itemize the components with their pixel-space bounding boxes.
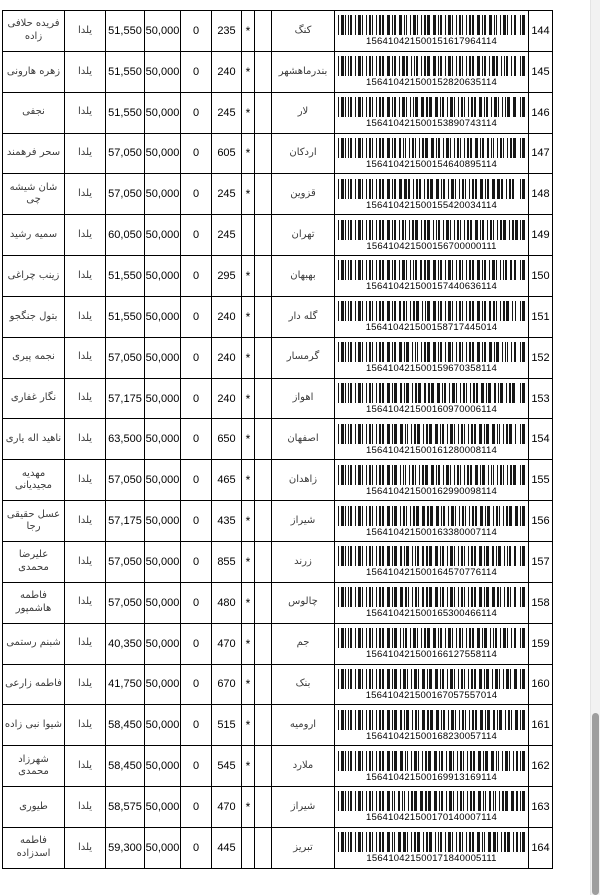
- cell-amount: 40,350: [106, 623, 145, 664]
- barcode-number: 156410421500151617964114: [366, 36, 497, 48]
- cell-blank: [255, 541, 272, 582]
- cell-quantity: 245: [212, 215, 242, 256]
- cell-quantity: 245: [212, 174, 242, 215]
- cell-city: شیراز: [272, 501, 335, 542]
- cell-base-amount: 50,000: [145, 215, 181, 256]
- cell-zero: 0: [181, 705, 212, 746]
- barcode-image: [338, 669, 525, 689]
- cell-customer-name: بتول جنگجو: [3, 296, 65, 337]
- barcode-number: 156410421500163380007114: [366, 526, 497, 538]
- cell-quantity: 670: [212, 664, 242, 705]
- cell-amount: 57,175: [106, 501, 145, 542]
- barcode-number: 156410421500169913169114: [366, 771, 497, 783]
- cell-blank: [255, 623, 272, 664]
- cell-blank: [255, 133, 272, 174]
- cell-type: یلدا: [65, 623, 106, 664]
- cell-type: یلدا: [65, 787, 106, 828]
- barcode-image: [338, 138, 525, 158]
- cell-amount: 58,575: [106, 787, 145, 828]
- cell-amount: 41,750: [106, 664, 145, 705]
- cell-city: گرمسار: [272, 337, 335, 378]
- cell-zero: 0: [181, 51, 212, 92]
- cell-base-amount: 50,000: [145, 92, 181, 133]
- cell-city: ارومیه: [272, 705, 335, 746]
- cell-quantity: 435: [212, 501, 242, 542]
- cell-star-flag: *: [242, 664, 255, 705]
- cell-type: یلدا: [65, 705, 106, 746]
- cell-barcode: [335, 174, 529, 215]
- cell-star-flag: *: [242, 92, 255, 133]
- cell-zero: 0: [181, 256, 212, 297]
- cell-star-flag: *: [242, 419, 255, 460]
- cell-zero: 0: [181, 582, 212, 623]
- cell-customer-name: طیوری: [3, 787, 65, 828]
- cell-barcode: [335, 378, 529, 419]
- table-row: [3, 582, 553, 623]
- barcode-image: [338, 710, 525, 730]
- cell-row-number: 153: [529, 378, 553, 419]
- cell-zero: 0: [181, 215, 212, 256]
- cell-quantity: 465: [212, 460, 242, 501]
- cell-barcode: [335, 460, 529, 501]
- barcode-image: [338, 56, 525, 76]
- cell-zero: 0: [181, 827, 212, 868]
- barcode-number: 156410421500171840005111: [366, 853, 497, 865]
- cell-star-flag: *: [242, 541, 255, 582]
- cell-customer-name: زینب چراغی: [3, 256, 65, 297]
- cell-base-amount: 50,000: [145, 133, 181, 174]
- cell-amount: 57,050: [106, 174, 145, 215]
- table-row: [3, 174, 553, 215]
- barcode-number: 156410421500167057557014: [365, 689, 498, 701]
- table-row: [3, 460, 553, 501]
- cell-blank: [255, 705, 272, 746]
- cell-city: چالوس: [272, 582, 335, 623]
- cell-barcode: [335, 827, 529, 868]
- cell-quantity: 480: [212, 582, 242, 623]
- table-row: [3, 827, 553, 868]
- barcode-number: 156410421500158717445014: [365, 322, 498, 334]
- cell-row-number: 163: [529, 787, 553, 828]
- cell-city: قزوین: [272, 174, 335, 215]
- vertical-scrollbar-thumb[interactable]: [592, 713, 599, 895]
- cell-row-number: 154: [529, 419, 553, 460]
- cell-row-number: 157: [529, 541, 553, 582]
- cell-type: یلدا: [65, 92, 106, 133]
- cell-amount: 60,050: [106, 215, 145, 256]
- barcode-number: 156410421500170140007114: [366, 812, 497, 824]
- table-row: [3, 705, 553, 746]
- cell-blank: [255, 501, 272, 542]
- barcode-image: [338, 751, 525, 771]
- cell-city: بهبهان: [272, 256, 335, 297]
- cell-row-number: 158: [529, 582, 553, 623]
- cell-row-number: 162: [529, 746, 553, 787]
- cell-star-flag: *: [242, 256, 255, 297]
- cell-quantity: 240: [212, 51, 242, 92]
- cell-row-number: 150: [529, 256, 553, 297]
- cell-quantity: 515: [212, 705, 242, 746]
- table-row: [3, 256, 553, 297]
- cell-barcode: [335, 51, 529, 92]
- cell-city: کنگ: [272, 11, 335, 52]
- barcode-image: [338, 628, 525, 648]
- cell-barcode: [335, 92, 529, 133]
- cell-zero: 0: [181, 746, 212, 787]
- barcode-image: [338, 791, 525, 811]
- cell-amount: 51,550: [106, 256, 145, 297]
- barcode-image: [338, 465, 525, 485]
- cell-type: یلدا: [65, 174, 106, 215]
- cell-type: یلدا: [65, 296, 106, 337]
- cell-quantity: 470: [212, 787, 242, 828]
- cell-barcode: [335, 582, 529, 623]
- barcode-number: 156410421500154640895114: [366, 158, 497, 170]
- barcode-image: [338, 342, 525, 362]
- cell-star-flag: *: [242, 378, 255, 419]
- cell-city: اهواز: [272, 378, 335, 419]
- cell-star-flag: *: [242, 174, 255, 215]
- cell-base-amount: 50,000: [145, 378, 181, 419]
- cell-customer-name: فریده حلافی زاده: [3, 11, 65, 52]
- cell-blank: [255, 11, 272, 52]
- cell-customer-name: شیوا نبی زاده: [3, 705, 65, 746]
- cell-customer-name: شهرزاد محمدی: [3, 746, 65, 787]
- cell-zero: 0: [181, 460, 212, 501]
- cell-zero: 0: [181, 419, 212, 460]
- barcode-image: [338, 179, 525, 199]
- barcode-image: [338, 587, 525, 607]
- cell-city: لار: [272, 92, 335, 133]
- cell-type: یلدا: [65, 541, 106, 582]
- table-row: [3, 419, 553, 460]
- cell-star-flag: [242, 215, 255, 256]
- cell-quantity: 235: [212, 11, 242, 52]
- cell-type: یلدا: [65, 51, 106, 92]
- cell-star-flag: *: [242, 11, 255, 52]
- cell-amount: 57,050: [106, 337, 145, 378]
- cell-quantity: 650: [212, 419, 242, 460]
- cell-row-number: 151: [529, 296, 553, 337]
- barcode-number: 156410421500152820635114: [366, 77, 497, 89]
- cell-barcode: [335, 256, 529, 297]
- cell-zero: 0: [181, 623, 212, 664]
- barcode-number: 156410421500153890743114: [366, 118, 497, 130]
- barcode-number: 156410421500164570776114: [366, 567, 497, 579]
- table-row: [3, 215, 553, 256]
- cell-star-flag: *: [242, 460, 255, 501]
- cell-type: یلدا: [65, 256, 106, 297]
- table-row: [3, 378, 553, 419]
- cell-city: ملارد: [272, 746, 335, 787]
- cell-row-number: 144: [529, 11, 553, 52]
- cell-amount: 57,050: [106, 541, 145, 582]
- cell-zero: 0: [181, 174, 212, 215]
- cell-quantity: 240: [212, 378, 242, 419]
- cell-star-flag: *: [242, 133, 255, 174]
- cell-customer-name: سحر فرهمند: [3, 133, 65, 174]
- cell-amount: 57,050: [106, 133, 145, 174]
- cell-blank: [255, 378, 272, 419]
- cell-star-flag: *: [242, 51, 255, 92]
- cell-amount: 57,050: [106, 460, 145, 501]
- cell-type: یلدا: [65, 664, 106, 705]
- cell-amount: 58,450: [106, 746, 145, 787]
- table-row: [3, 133, 553, 174]
- cell-base-amount: 50,000: [145, 705, 181, 746]
- cell-amount: 63,500: [106, 419, 145, 460]
- cell-blank: [255, 337, 272, 378]
- cell-blank: [255, 174, 272, 215]
- cell-zero: 0: [181, 92, 212, 133]
- cell-quantity: 295: [212, 256, 242, 297]
- table-row: [3, 296, 553, 337]
- cell-blank: [255, 787, 272, 828]
- cell-base-amount: 50,000: [145, 664, 181, 705]
- cell-quantity: 545: [212, 746, 242, 787]
- cell-customer-name: علیرضا محمدی: [3, 541, 65, 582]
- cell-type: یلدا: [65, 378, 106, 419]
- cell-amount: 59,300: [106, 827, 145, 868]
- table-row: [3, 92, 553, 133]
- table-row: [3, 746, 553, 787]
- cell-amount: 58,450: [106, 705, 145, 746]
- table-row: [3, 623, 553, 664]
- cell-customer-name: مهدیه مجیدیانی: [3, 460, 65, 501]
- cell-row-number: 147: [529, 133, 553, 174]
- cell-row-number: 145: [529, 51, 553, 92]
- cell-star-flag: *: [242, 787, 255, 828]
- vertical-scrollbar-track[interactable]: [590, 0, 600, 895]
- cell-zero: 0: [181, 541, 212, 582]
- cell-base-amount: 50,000: [145, 787, 181, 828]
- cell-type: یلدا: [65, 11, 106, 52]
- cell-base-amount: 50,000: [145, 746, 181, 787]
- cell-barcode: [335, 705, 529, 746]
- cell-base-amount: 50,000: [145, 460, 181, 501]
- cell-city: تبریز: [272, 827, 335, 868]
- barcode-image: [338, 301, 525, 321]
- cell-type: یلدا: [65, 460, 106, 501]
- cell-customer-name: فاطمه زارعی: [3, 664, 65, 705]
- table-body: [3, 11, 553, 869]
- cell-row-number: 155: [529, 460, 553, 501]
- cell-base-amount: 50,000: [145, 296, 181, 337]
- barcode-image: [338, 97, 525, 117]
- cell-barcode: [335, 337, 529, 378]
- cell-type: یلدا: [65, 133, 106, 174]
- cell-base-amount: 50,000: [145, 419, 181, 460]
- cell-city: اردکان: [272, 133, 335, 174]
- cell-blank: [255, 92, 272, 133]
- cell-quantity: 605: [212, 133, 242, 174]
- barcode-image: [338, 383, 525, 403]
- cell-city: بنک: [272, 664, 335, 705]
- cell-base-amount: 50,000: [145, 623, 181, 664]
- cell-city: گله دار: [272, 296, 335, 337]
- cell-amount: 51,550: [106, 11, 145, 52]
- cell-base-amount: 50,000: [145, 51, 181, 92]
- table-row: [3, 787, 553, 828]
- cell-blank: [255, 664, 272, 705]
- cell-row-number: 146: [529, 92, 553, 133]
- cell-customer-name: سمیه رشید: [3, 215, 65, 256]
- cell-barcode: [335, 664, 529, 705]
- cell-customer-name: ناهید اله یاری: [3, 419, 65, 460]
- cell-type: یلدا: [65, 215, 106, 256]
- cell-base-amount: 50,000: [145, 337, 181, 378]
- cell-row-number: 161: [529, 705, 553, 746]
- barcode-image: [338, 832, 525, 852]
- table-row: [3, 664, 553, 705]
- cell-customer-name: فاطمه اسدزاده: [3, 827, 65, 868]
- cell-city: تهران: [272, 215, 335, 256]
- cell-row-number: 152: [529, 337, 553, 378]
- cell-quantity: 240: [212, 296, 242, 337]
- barcode-number: 156410421500160970006114: [366, 404, 497, 416]
- cell-star-flag: *: [242, 337, 255, 378]
- cell-customer-name: فاطمه هاشمپور: [3, 582, 65, 623]
- cell-type: یلدا: [65, 746, 106, 787]
- table-row: [3, 11, 553, 52]
- cell-quantity: 445: [212, 827, 242, 868]
- cell-barcode: [335, 501, 529, 542]
- cell-base-amount: 50,000: [145, 256, 181, 297]
- cell-star-flag: *: [242, 582, 255, 623]
- cell-blank: [255, 215, 272, 256]
- cell-city: اصفهان: [272, 419, 335, 460]
- cell-base-amount: 50,000: [145, 174, 181, 215]
- cell-base-amount: 50,000: [145, 11, 181, 52]
- cell-blank: [255, 419, 272, 460]
- cell-blank: [255, 827, 272, 868]
- barcode-number: 156410421500165300466114: [366, 608, 497, 620]
- cell-type: یلدا: [65, 827, 106, 868]
- cell-zero: 0: [181, 378, 212, 419]
- barcode-number: 156410421500166127558114: [366, 649, 497, 661]
- cell-type: یلدا: [65, 501, 106, 542]
- records-table: [2, 10, 553, 869]
- report-table-container: [2, 10, 553, 869]
- cell-barcode: [335, 746, 529, 787]
- cell-zero: 0: [181, 133, 212, 174]
- cell-star-flag: *: [242, 746, 255, 787]
- cell-customer-name: عسل حقیقی رجا: [3, 501, 65, 542]
- cell-zero: 0: [181, 296, 212, 337]
- cell-city: شیراز: [272, 787, 335, 828]
- cell-star-flag: *: [242, 501, 255, 542]
- cell-blank: [255, 582, 272, 623]
- cell-star-flag: *: [242, 705, 255, 746]
- cell-row-number: 164: [529, 827, 553, 868]
- barcode-number: 156410421500156700000111: [366, 240, 497, 252]
- cell-amount: 51,550: [106, 296, 145, 337]
- cell-zero: 0: [181, 501, 212, 542]
- cell-zero: 0: [181, 664, 212, 705]
- cell-quantity: 855: [212, 541, 242, 582]
- cell-base-amount: 50,000: [145, 541, 181, 582]
- cell-type: یلدا: [65, 337, 106, 378]
- cell-quantity: 470: [212, 623, 242, 664]
- cell-row-number: 159: [529, 623, 553, 664]
- table-row: [3, 501, 553, 542]
- cell-city: جم: [272, 623, 335, 664]
- cell-base-amount: 50,000: [145, 582, 181, 623]
- cell-city: زرند: [272, 541, 335, 582]
- barcode-number: 156410421500157440636114: [366, 281, 497, 293]
- table-row: [3, 541, 553, 582]
- cell-quantity: 245: [212, 92, 242, 133]
- barcode-number: 156410421500162990098114: [366, 485, 497, 497]
- cell-amount: 51,550: [106, 51, 145, 92]
- cell-barcode: [335, 787, 529, 828]
- cell-row-number: 148: [529, 174, 553, 215]
- cell-barcode: [335, 296, 529, 337]
- cell-barcode: [335, 133, 529, 174]
- cell-zero: 0: [181, 787, 212, 828]
- cell-customer-name: زهره هارونی: [3, 51, 65, 92]
- cell-base-amount: 50,000: [145, 827, 181, 868]
- cell-customer-name: نجمه پیری: [3, 337, 65, 378]
- cell-blank: [255, 460, 272, 501]
- cell-amount: 51,550: [106, 92, 145, 133]
- barcode-image: [338, 260, 525, 280]
- barcode-number: 156410421500155420034114: [366, 199, 497, 211]
- barcode-number: 156410421500168230057114: [366, 730, 497, 742]
- cell-type: یلدا: [65, 582, 106, 623]
- barcode-number: 156410421500161280008114: [366, 444, 497, 456]
- barcode-image: [338, 424, 525, 444]
- cell-star-flag: *: [242, 296, 255, 337]
- cell-barcode: [335, 541, 529, 582]
- cell-barcode: [335, 623, 529, 664]
- cell-type: یلدا: [65, 419, 106, 460]
- cell-blank: [255, 746, 272, 787]
- cell-customer-name: نگار غفاری: [3, 378, 65, 419]
- cell-zero: 0: [181, 337, 212, 378]
- cell-row-number: 160: [529, 664, 553, 705]
- barcode-image: [338, 220, 525, 240]
- barcode-number: 156410421500159670358114: [366, 363, 497, 375]
- cell-barcode: [335, 419, 529, 460]
- barcode-image: [338, 546, 525, 566]
- cell-customer-name: شان شیشه چی: [3, 174, 65, 215]
- cell-blank: [255, 296, 272, 337]
- cell-quantity: 240: [212, 337, 242, 378]
- table-row: [3, 337, 553, 378]
- cell-city: بندرماهشهر: [272, 51, 335, 92]
- cell-barcode: [335, 11, 529, 52]
- cell-barcode: [335, 215, 529, 256]
- cell-star-flag: [242, 827, 255, 868]
- cell-star-flag: *: [242, 623, 255, 664]
- barcode-image: [338, 506, 525, 526]
- cell-row-number: 149: [529, 215, 553, 256]
- cell-row-number: 156: [529, 501, 553, 542]
- cell-amount: 57,175: [106, 378, 145, 419]
- cell-customer-name: شبنم رستمی: [3, 623, 65, 664]
- barcode-image: [338, 15, 525, 35]
- table-row: [3, 51, 553, 92]
- cell-amount: 57,050: [106, 582, 145, 623]
- cell-zero: 0: [181, 11, 212, 52]
- cell-customer-name: نجفی: [3, 92, 65, 133]
- cell-city: زاهدان: [272, 460, 335, 501]
- cell-base-amount: 50,000: [145, 501, 181, 542]
- cell-blank: [255, 51, 272, 92]
- cell-blank: [255, 256, 272, 297]
